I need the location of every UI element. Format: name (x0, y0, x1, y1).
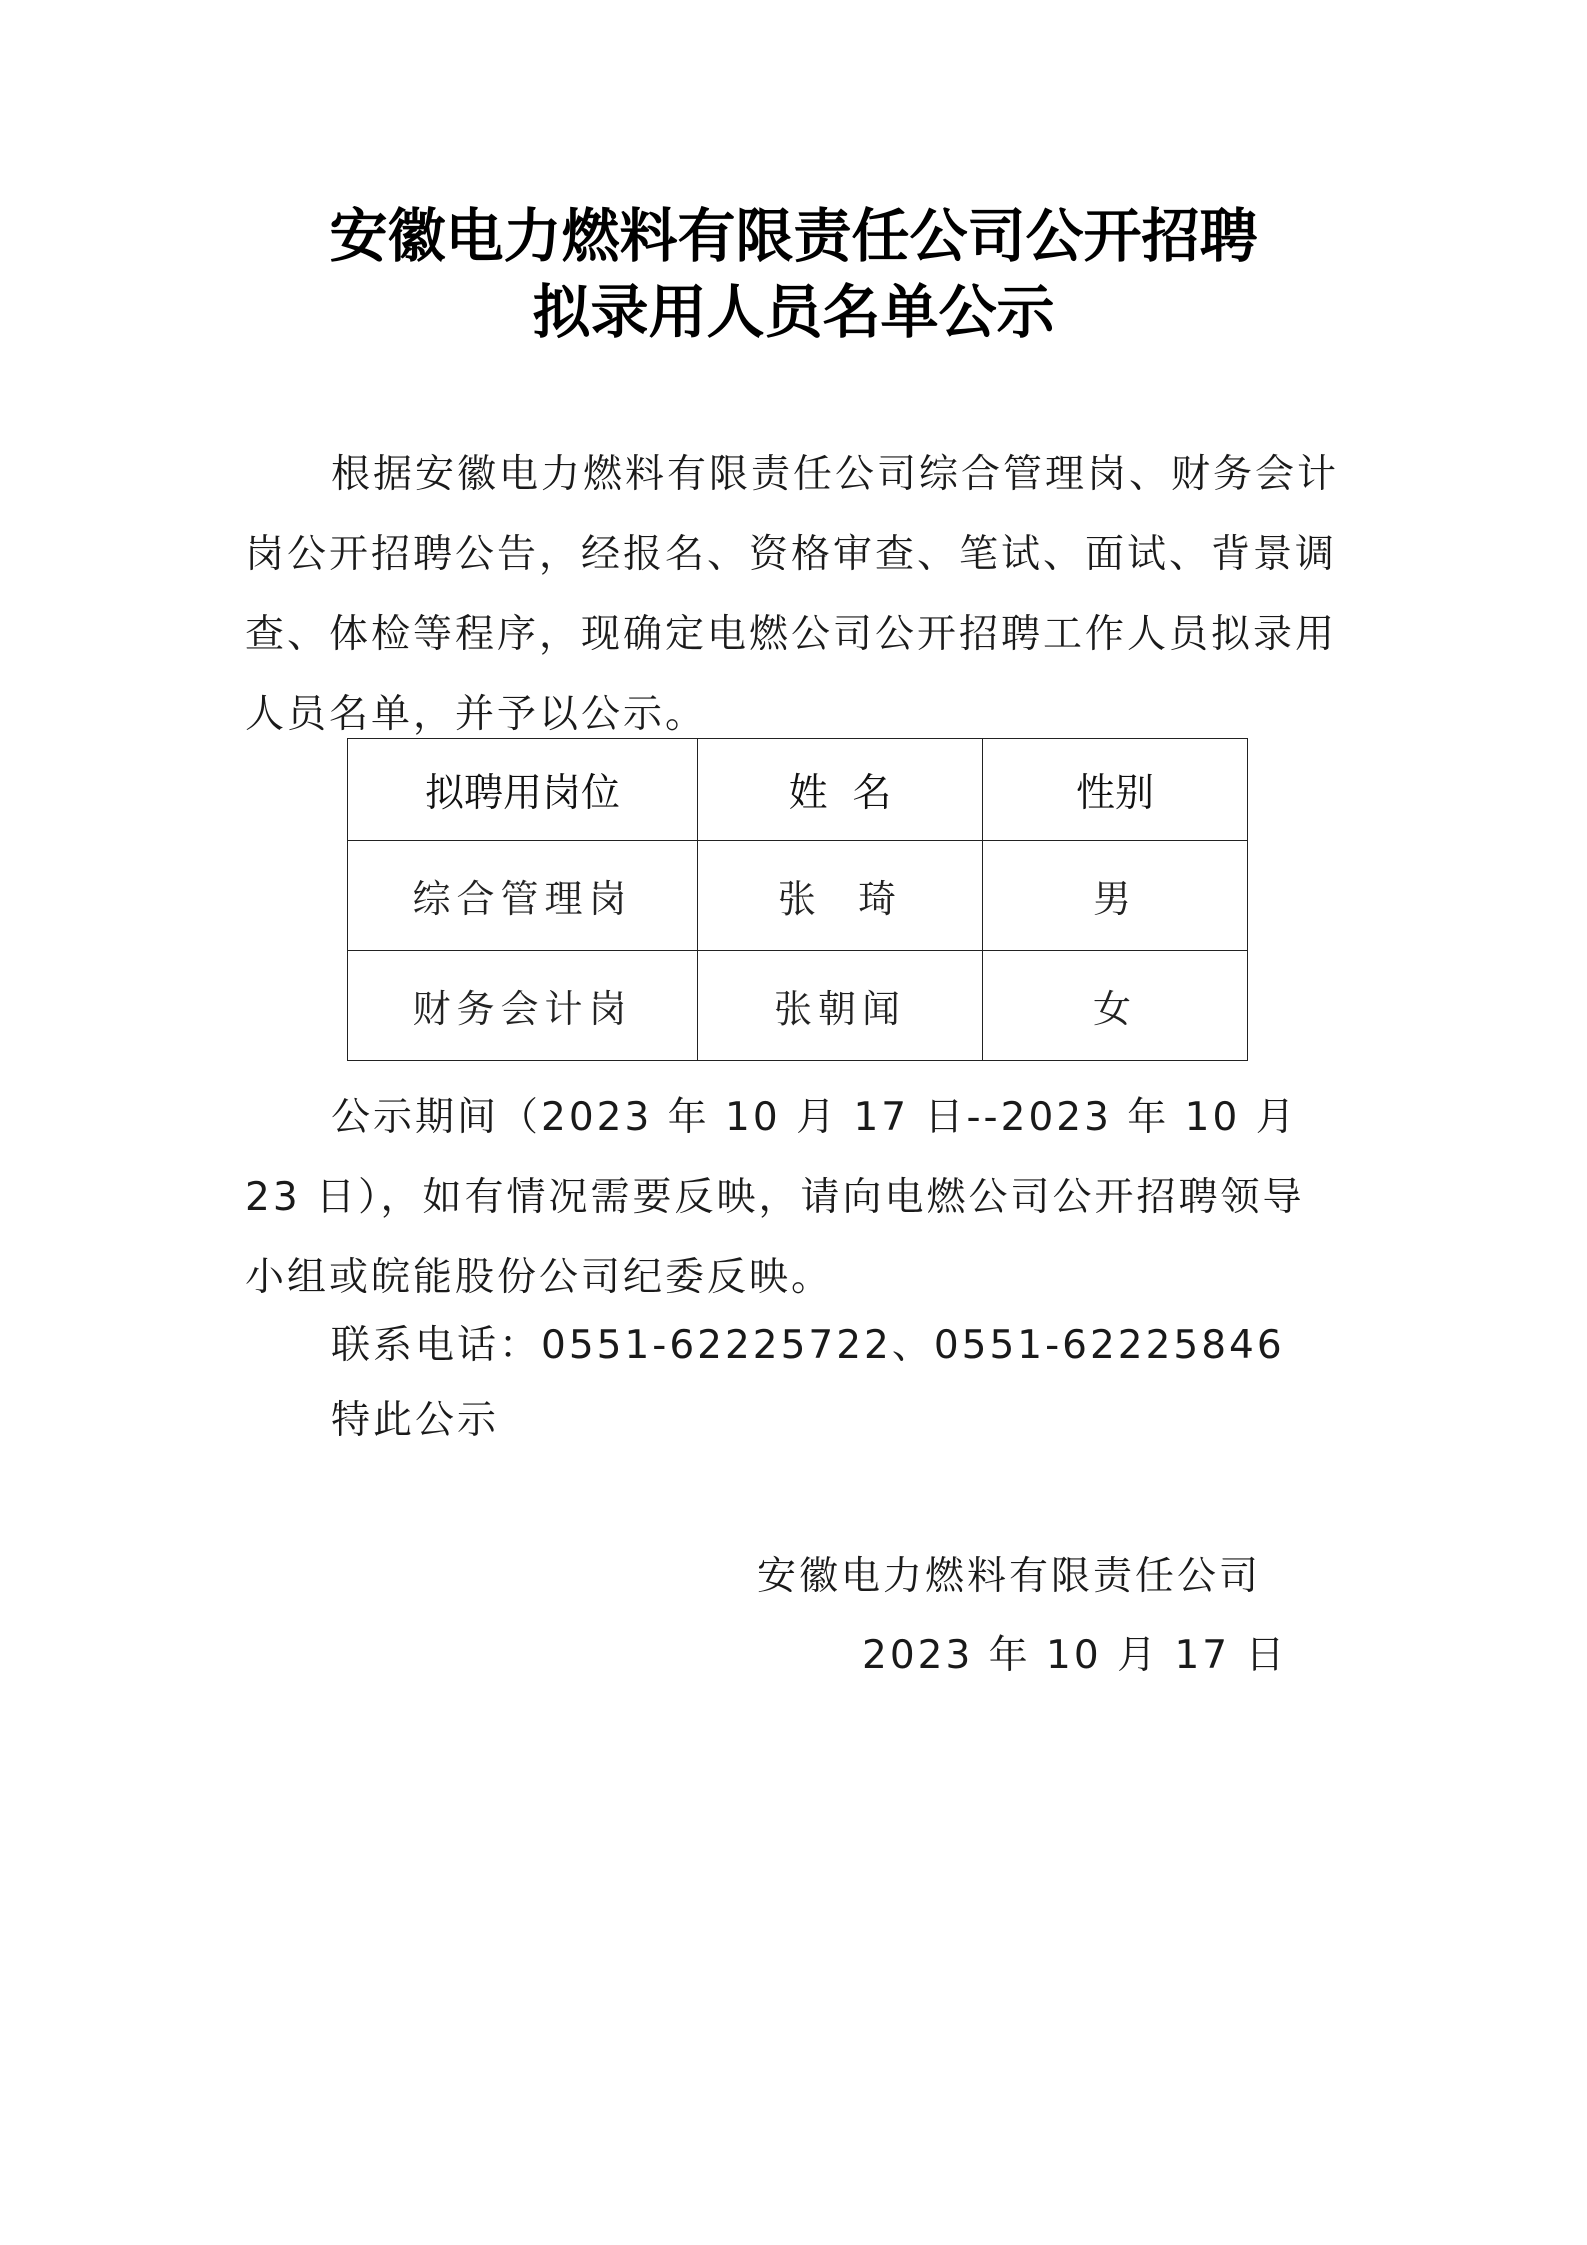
cell-gender: 女 (983, 951, 1248, 1061)
table-row (348, 841, 1248, 951)
hereby-notice: 特此公示 (331, 1398, 500, 1443)
document-title-line2: 拟录用人员名单公示 (532, 278, 1055, 346)
header-position: 拟聘用岗位 (348, 739, 698, 841)
signature-date: 2023 年 10 月 17 日 (862, 1633, 1288, 1678)
cell-gender: 男 (983, 841, 1248, 951)
document-title-line1: 安徽电力燃料有限责任公司公开招聘 (329, 202, 1258, 270)
cell-name: 张 琦 (698, 841, 983, 951)
contact-phone: 联系电话：0551-62225722、0551-62225846 (331, 1323, 1285, 1368)
candidate-table (347, 738, 1248, 1061)
cell-position: 综合管理岗 (348, 841, 698, 951)
publicity-period-paragraph: 公示期间（2023 年 10 月 17 日--2023 年 10 月 23 日），如有情况需要反映，请向电燃公司公开招聘领导小组或皖能股份公司纪委反映。 (245, 1095, 1305, 1300)
table-row (348, 951, 1248, 1061)
header-gender: 性别 (983, 739, 1248, 841)
signature-organization: 安徽电力燃料有限责任公司 (757, 1554, 1262, 1599)
header-name: 姓 名 (698, 739, 983, 841)
cell-position: 财务会计岗 (348, 951, 698, 1061)
intro-paragraph: 根据安徽电力燃料有限责任公司综合管理岗、财务会计岗公开招聘公告，经报名、资格审查、笔试、面试、背景调查、体检等程序，现确定电燃公司公开招聘工作人员拟录用人员名单，并予以公示。 (245, 452, 1340, 737)
table-header-row (348, 739, 1248, 841)
cell-name: 张朝闻 (698, 951, 983, 1061)
